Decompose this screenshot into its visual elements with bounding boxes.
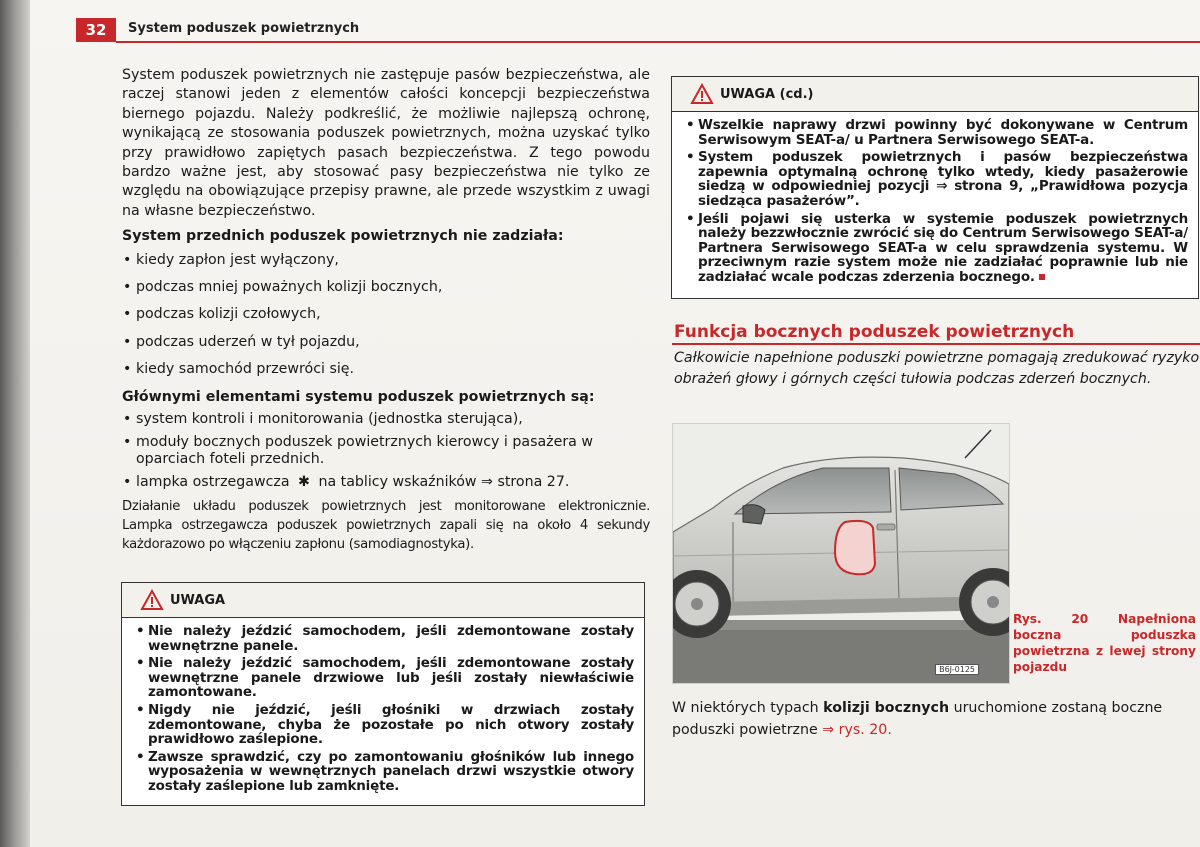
warning-box <box>121 582 645 806</box>
left-column <box>122 66 650 554</box>
list-item: • podczas kolizji czołowych, <box>122 305 650 324</box>
list-item: • kiedy samochód przewróci się. <box>122 360 650 379</box>
warning-continued-title: UWAGA (cd.) <box>720 86 814 102</box>
front-airbag-conditions-list <box>122 251 650 380</box>
list-item: • kiedy zapłon jest wyłączony, <box>122 251 650 270</box>
car-side-illustration <box>673 424 1009 683</box>
warning-item: • System poduszek powietrznych i pasów bezpieczeństwa zapewnia optymalną ochronę tylko wtedy, kiedy pasażerowie siedzą w odpowiedniej pozycji ⇒ strona 9, „Prawidłowa pozycja siedząca pasażerów”. <box>686 150 1188 208</box>
figure-code: B6J-0125 <box>935 664 979 675</box>
lamp-item-ref: na tablicy wskaźników ⇒ strona 27. <box>318 474 570 491</box>
warning-list <box>122 618 644 794</box>
main-elements-list <box>122 411 650 491</box>
heading-main-elements: Głównymi elementami systemu poduszek powietrznych są: <box>122 388 595 405</box>
section-lead: Całkowicie napełnione poduszki powietrzne pomagają zredukować ryzyko obrażeń głowy i górnych części tułowia podczas zderzeń bocznych. <box>674 350 1200 387</box>
list-item: • system kontroli i monitorowania (jednostka sterująca), <box>122 411 650 428</box>
warning-item-text: Jeśli pojawi się usterka w systemie poduszek powietrznych należy bezzwłocznie zwrócić się do Centrum Serwisowego SEAT-a/ Partnera Serwisowego SEAT-a w celu sprawdzenia systemu. W przeciwnym razie system może nie zadziałać poprawnie lub nie zadziałać wcale podczas zderzenia bocznego. <box>698 210 1188 285</box>
running-header: System poduszek powietrznych <box>128 21 360 36</box>
warning-item: • Zawsze sprawdzić, czy po zamontowaniu głośników lub innego wyposażenia w wewnętrznych panelach drzwi wszystkie otwory zostały zaślepione lub zamknięte. <box>136 750 634 794</box>
warning-item: • Nigdy nie jeździć, jeśli głośniki w drzwiach zostały zdemontowane, chyba że pozostałe po nich otwory zostały prawidłowo zaślepione. <box>136 703 634 747</box>
section-title: Funkcja bocznych poduszek powietrznych <box>674 322 1075 342</box>
list-item: • moduły bocznych poduszek powietrznych kierowcy i pasażera w oparciach foteli przednich. <box>122 434 650 468</box>
list-item: • podczas uderzeń w tył pojazdu, <box>122 333 650 352</box>
section-rule <box>672 343 1200 345</box>
body-text-start: W niektórych typach <box>672 700 819 716</box>
figure-reference-link[interactable]: ⇒ rys. 20. <box>822 722 892 738</box>
heading-front-airbags: System przednich poduszek powietrznych nie zadziała: <box>122 228 564 245</box>
side-airbag-paragraph <box>672 697 1196 741</box>
figure-caption: Rys. 20 Napełniona boczna poduszka powietrzna z lewej strony pojazdu <box>1013 612 1196 674</box>
body-text-end: uruchomione zostaną boczne poduszki powietrzne <box>672 700 1163 738</box>
warning-continued-header <box>672 77 1198 112</box>
diagnostics-paragraph: Działanie układu poduszek powietrznych jest monitorowane elektronicznie. Lampka ostrzegawcza poduszek powietrznych zapali się na około 4 sekundy każdorazowo po włączeniu zapłonu (samodiagnostyka). <box>122 499 650 553</box>
figure-side-airbag <box>672 423 1010 684</box>
list-item: • podczas mniej poważnych kolizji bocznych, <box>122 278 650 297</box>
warning-triangle-icon <box>690 83 714 105</box>
airbag-lamp-icon: ✱ <box>298 474 310 491</box>
warning-title: UWAGA <box>170 592 226 608</box>
lamp-item-text: lampka ostrzegawcza <box>136 474 290 491</box>
warning-item <box>686 212 1188 285</box>
list-item <box>122 474 650 491</box>
warning-item: • Nie należy jeździć samochodem, jeśli zdemontowane zostały wewnętrzne panele. <box>136 624 634 653</box>
section-end-mark <box>1039 274 1045 280</box>
warning-item: • Nie należy jeździć samochodem, jeśli zdemontowane zostały wewnętrzne panele drzwiowe lub jeśli zostały niewłaściwie zamontowane. <box>136 656 634 700</box>
warning-continued-box <box>671 76 1199 299</box>
page-number: 32 <box>76 18 116 42</box>
intro-paragraph: System poduszek powietrznych nie zastępuje pasów bezpieczeństwa, ale raczej stanowi jeden z elementów całości koncepcji bezpieczeństwa biernego pojazdu. Należy podkreślić, że możliwie najlepszą ochronę, wynikającą ze stosowania poduszek powietrznych, można uzyskać tylko przy prawidłowo zapiętych pasach bezpieczeństwa. Z tego powodu bardzo ważne jest, aby stosować pasy bezpieczeństwa nie tylko ze względu na obowiązujące przepisy prawne, ale przede wszystkim z uwagi na własne bezpieczeństwo. <box>122 67 650 219</box>
body-text-bold: kolizji bocznych <box>823 700 950 716</box>
warning-triangle-icon <box>140 589 164 611</box>
warning-continued-list <box>672 112 1198 285</box>
warning-item: • Wszelkie naprawy drzwi powinny być dokonywane w Centrum Serwisowym SEAT-a/ u Partnera Serwisowego SEAT-a. <box>686 118 1188 147</box>
header-rule <box>116 41 1200 43</box>
warning-header <box>122 583 644 618</box>
